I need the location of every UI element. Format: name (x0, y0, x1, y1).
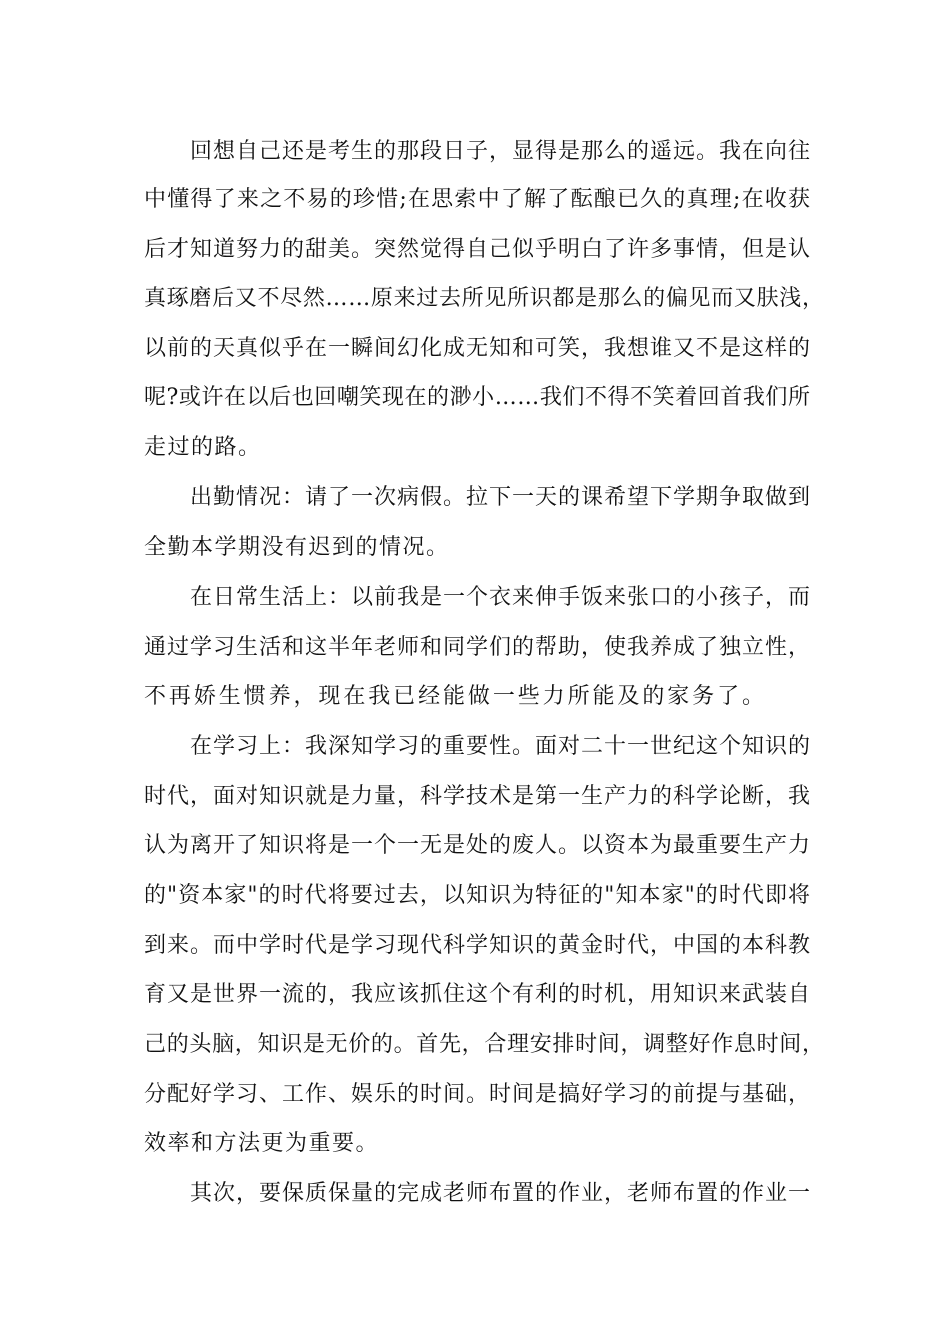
text-line: 以前的天真似乎在一瞬间幻化成无知和可笑，我想谁又不是这样的 (144, 336, 811, 361)
text-line: 认为离开了知识将是一个一无是处的废人。以资本为最重要生产力 (144, 833, 811, 858)
text-line: 效率和方法更为重要。 (144, 1131, 380, 1156)
text-line: 其次，要保质保量的完成老师布置的作业，老师布置的作业一 (190, 1181, 811, 1206)
text-line: 在学习上：我深知学习的重要性。面对二十一世纪这个知识的 (190, 734, 811, 759)
text-line: 育又是世界一流的，我应该抓住这个有利的时机，用知识来武装自 (144, 982, 811, 1007)
text-line: 后才知道努力的甜美。突然觉得自己似乎明白了许多事情，但是认 (144, 237, 811, 262)
text-line: 不再娇生惯养，现在我已经能做一些力所能及的家务了。 (144, 684, 767, 709)
text-line: 在日常生活上：以前我是一个衣来伸手饭来张口的小孩子，而 (190, 585, 811, 610)
text-line: 到来。而中学时代是学习现代科学知识的黄金时代，中国的本科教 (144, 933, 811, 958)
text-line: 通过学习生活和这半年老师和同学们的帮助，使我养成了独立性， (144, 635, 811, 660)
text-line: 分配好学习、工作、娱乐的时间。时间是搞好学习的前提与基础， (144, 1082, 811, 1107)
text-line: 真琢磨后又不尽然……原来过去所见所识都是那么的偏见而又肤浅， (144, 286, 825, 311)
text-line: 全勤本学期没有迟到的情况。 (144, 535, 450, 560)
text-line: 走过的路。 (144, 435, 262, 460)
text-line: 呢?或许在以后也回嘲笑现在的渺小……我们不得不笑着回首我们所 (144, 385, 811, 410)
text-line: 时代，面对知识就是力量，科学技术是第一生产力的科学论断，我 (144, 784, 811, 809)
text-line: 己的头脑，知识是无价的。首先，合理安排时间，调整好作息时间， (144, 1032, 825, 1057)
text-line: 回想自己还是考生的那段日子，显得是那么的遥远。我在向往 (190, 139, 811, 164)
text-line: 的"资本家"的时代将要过去，以知识为特征的"知本家"的时代即将 (144, 883, 812, 908)
text-line: 中懂得了来之不易的珍惜;在思索中了解了酝酿已久的真理;在收获 (144, 187, 812, 212)
text-line: 出勤情况：请了一次病假。拉下一天的课希望下学期争取做到 (190, 485, 811, 510)
